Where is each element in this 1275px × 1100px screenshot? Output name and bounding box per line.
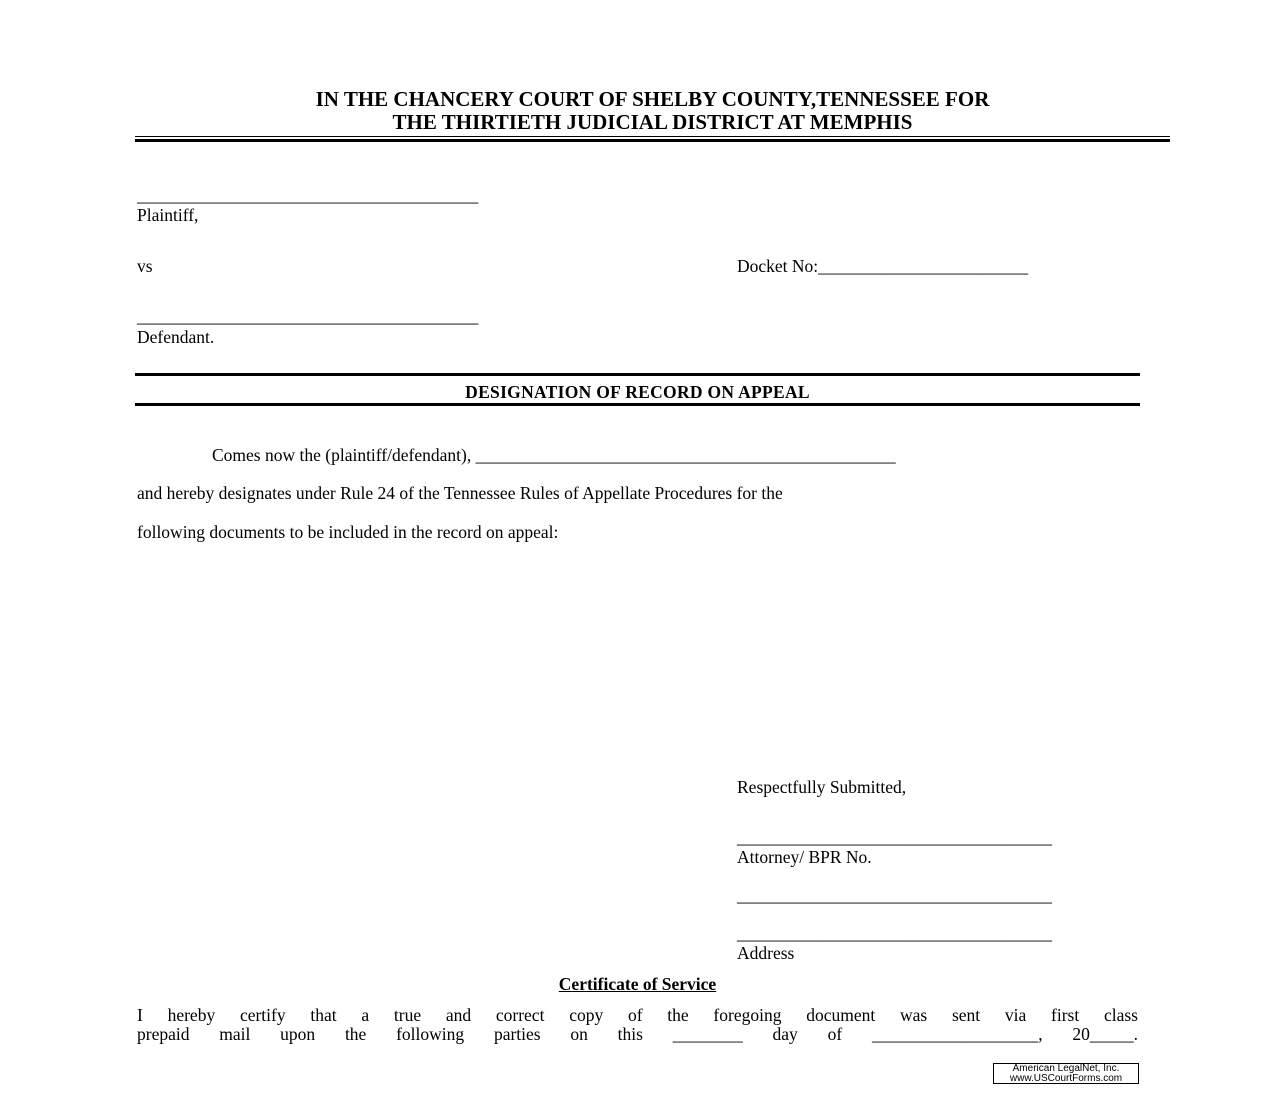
- body-line-2: and hereby designates under Rule 24 of the Tennessee Rules of Appellate Procedures for the: [137, 483, 783, 503]
- court-header-line-2: THE THIRTIETH JUDICIAL DISTRICT AT MEMPHIS: [392, 110, 913, 134]
- closing-text: Respectfully Submitted,: [737, 777, 907, 797]
- publisher-watermark: [993, 1063, 1139, 1084]
- address-blank-2[interactable]: ____________________________________: [737, 923, 1052, 943]
- attorney-signature-blank[interactable]: ____________________________________: [737, 827, 1052, 847]
- address-label: Address: [737, 943, 795, 963]
- certificate-line-2[interactable]: prepaid mail upon the following parties on this ________ day of ___________________, 20_____.: [137, 1024, 1138, 1044]
- header-rule-thick: [135, 139, 1170, 142]
- header-rule-thin: [135, 136, 1170, 137]
- body-line-1[interactable]: Comes now the (plaintiff/defendant), ________________________________________________: [212, 445, 896, 465]
- court-header: [135, 88, 1170, 134]
- defendant-label: Defendant.: [137, 327, 215, 347]
- certificate-body: [137, 1006, 1138, 1044]
- versus-label: vs: [137, 256, 153, 276]
- court-header-line-1: IN THE CHANCERY COURT OF SHELBY COUNTY,TENNESSEE FOR: [315, 87, 990, 111]
- title-rule-bottom: [135, 403, 1140, 406]
- plaintiff-label: Plaintiff,: [137, 205, 199, 225]
- address-blank-1[interactable]: ____________________________________: [737, 885, 1052, 905]
- attorney-label: Attorney/ BPR No.: [737, 847, 872, 867]
- document-title: DESIGNATION OF RECORD ON APPEAL: [465, 382, 810, 402]
- publisher-website: www.USCourtForms.com: [1009, 1073, 1123, 1084]
- defendant-name-blank[interactable]: _______________________________________: [137, 306, 479, 326]
- certificate-line-1: I hereby certify that a true and correct copy of the foregoing document was sent via first class: [137, 1005, 1138, 1025]
- docket-number-field[interactable]: Docket No:________________________: [737, 256, 1029, 276]
- title-rule-top: [135, 373, 1140, 376]
- certificate-title: Certificate of Service: [558, 974, 717, 994]
- plaintiff-name-blank[interactable]: _______________________________________: [137, 185, 479, 205]
- body-line-3: following documents to be included in the record on appeal:: [137, 522, 559, 542]
- publisher-company: American LegalNet, Inc.: [1012, 1063, 1120, 1074]
